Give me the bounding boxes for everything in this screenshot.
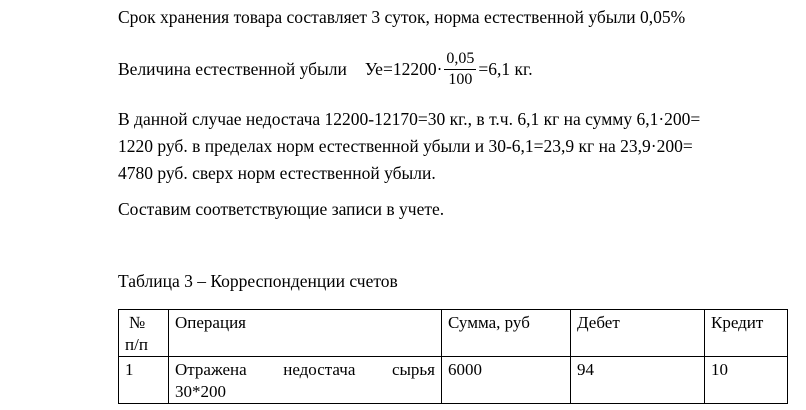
records-text: Составим соответствующие записи в учете. — [118, 199, 445, 219]
header-num-cell — [119, 310, 169, 357]
formula-left: Уе=12200· — [364, 58, 443, 79]
records-paragraph — [118, 196, 444, 223]
header-debit-cell — [571, 310, 705, 357]
header-num-line1: № — [129, 313, 146, 332]
row-operation-line1 — [175, 359, 435, 381]
row-operation-word-2: недостача — [283, 360, 356, 379]
formula-row — [118, 44, 533, 94]
loss-label: Величина естественной убыли — [118, 58, 347, 79]
header-credit: Кредит — [711, 313, 764, 332]
row-operation-word-1: Отражена — [175, 360, 247, 379]
shortage-line-2: 1220 руб. в пределах норм естественной убыли и 30-6,1=23,9 кг на 23,9·200= — [118, 136, 693, 156]
header-amount: Сумма, руб — [448, 313, 530, 332]
header-operation-cell — [169, 310, 442, 357]
table-caption — [118, 268, 398, 295]
row-operation-cell — [169, 357, 442, 404]
table-caption-text: Таблица 3 – Корреспонденции счетов — [118, 271, 398, 291]
row-credit-cell — [705, 357, 788, 404]
storage-text: Срок хранения товара составляет 3 суток, норма естественной убыли 0,05% — [118, 7, 686, 27]
header-num-line2: п/п — [125, 335, 148, 354]
row-credit: 10 — [711, 360, 728, 379]
table-row — [119, 357, 788, 404]
row-operation-line2: 30*200 — [175, 382, 226, 401]
header-debit: Дебет — [577, 313, 620, 332]
row-num-cell — [119, 357, 169, 404]
row-debit-cell — [571, 357, 705, 404]
formula-fraction — [444, 49, 476, 90]
header-amount-cell — [442, 310, 571, 357]
table-header-row — [119, 310, 788, 357]
row-amount-cell — [442, 357, 571, 404]
formula-right: =6,1 кг. — [478, 58, 533, 79]
accounts-table — [118, 309, 788, 404]
row-debit: 94 — [577, 360, 594, 379]
loss-formula-paragraph — [118, 44, 533, 94]
row-amount: 6000 — [448, 360, 482, 379]
header-operation: Операция — [175, 313, 246, 332]
storage-paragraph — [118, 4, 685, 31]
shortage-line-3: 4780 руб. сверх норм естественной убыли. — [118, 163, 436, 183]
shortage-paragraph — [118, 106, 700, 187]
formula-numerator: 0,05 — [444, 49, 476, 70]
header-credit-cell — [705, 310, 788, 357]
shortage-line-1: В данной случае недостача 12200-12170=30 кг., в т.ч. 6,1 кг на сумму 6,1·200= — [118, 109, 701, 129]
formula-denominator: 100 — [448, 70, 473, 88]
row-num: 1 — [125, 360, 134, 379]
row-operation-word-3: сырья — [391, 360, 435, 379]
